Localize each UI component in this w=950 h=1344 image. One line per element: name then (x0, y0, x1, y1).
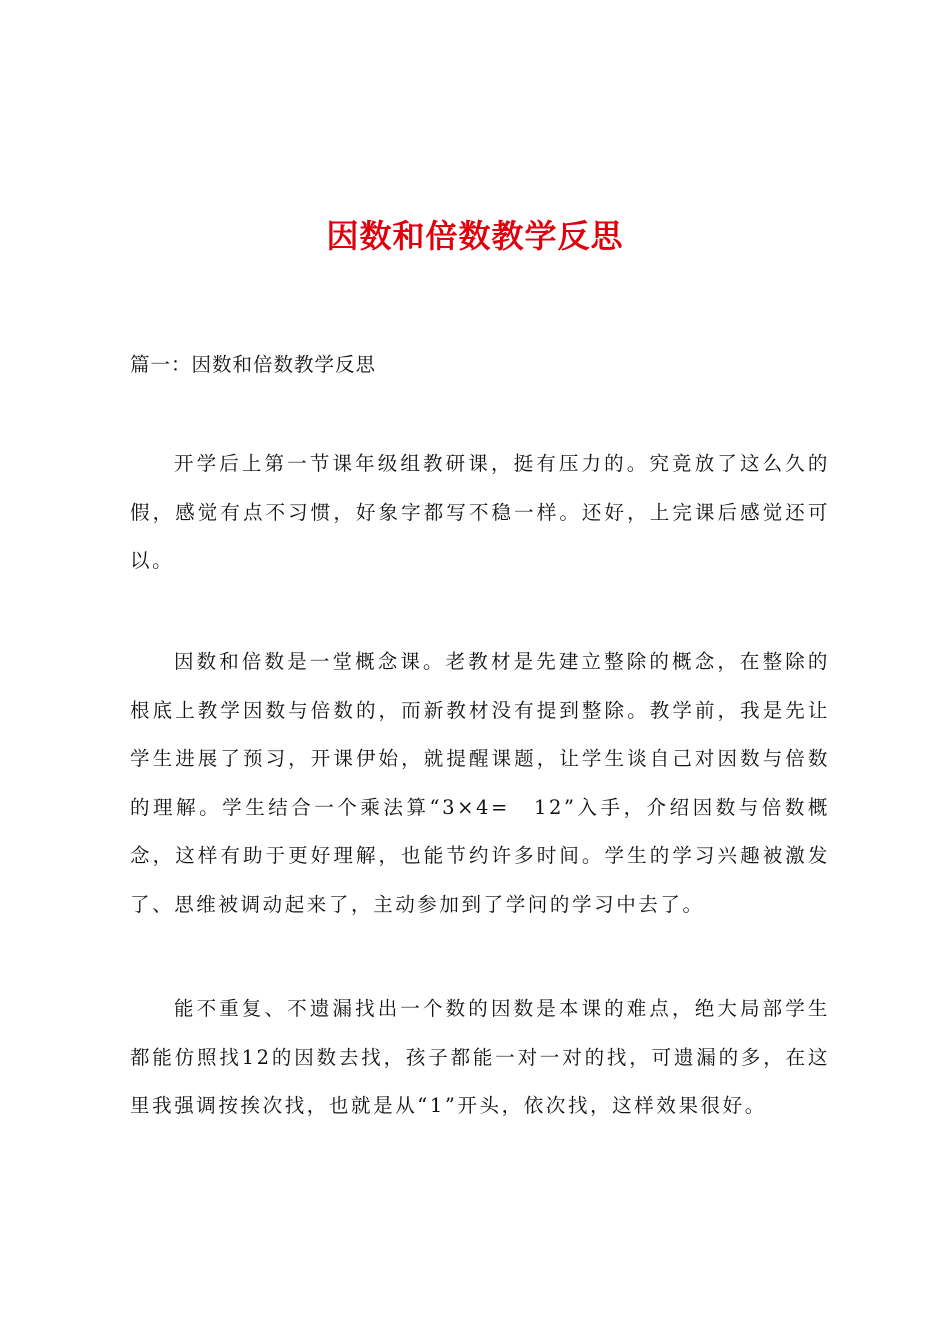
document-title: 因数和倍数教学反思 (326, 217, 624, 255)
paragraph-3: 能不重复、不遗漏找出一个数的因数是本课的难点，绝大局部学生都能仿照找12的因数去找，孩子都能一对一对的找，可遗漏的多，在这里我强调按挨次找，也就是从“1”开头，依次找，这样效果很好。 (130, 997, 830, 1117)
paragraph-1: 开学后上第一节课年级组教研课，挺有压力的。究竟放了这么久的假，感觉有点不习惯，好象字都写不稳一样。还好，上完课后感觉还可以。 (130, 452, 830, 572)
paragraph-2: 因数和倍数是一堂概念课。老教材是先建立整除的概念，在整除的根底上教学因数与倍数的，而新教材没有提到整除。教学前，我是先让学生进展了预习，开课伊始，就提醒课题，让学生谈自己对因数与倍数的理解。学生结合一个乘法算“3×4= 12”入手，介绍因数与倍数概念，这样有助于更好理解，也能节约许多时间。学生的学习兴趣被激发了、思维被调动起来了，主动参加到了学问的学习中去了。 (130, 650, 830, 916)
section-heading: 篇一：因数和倍数教学反思 (130, 353, 377, 376)
